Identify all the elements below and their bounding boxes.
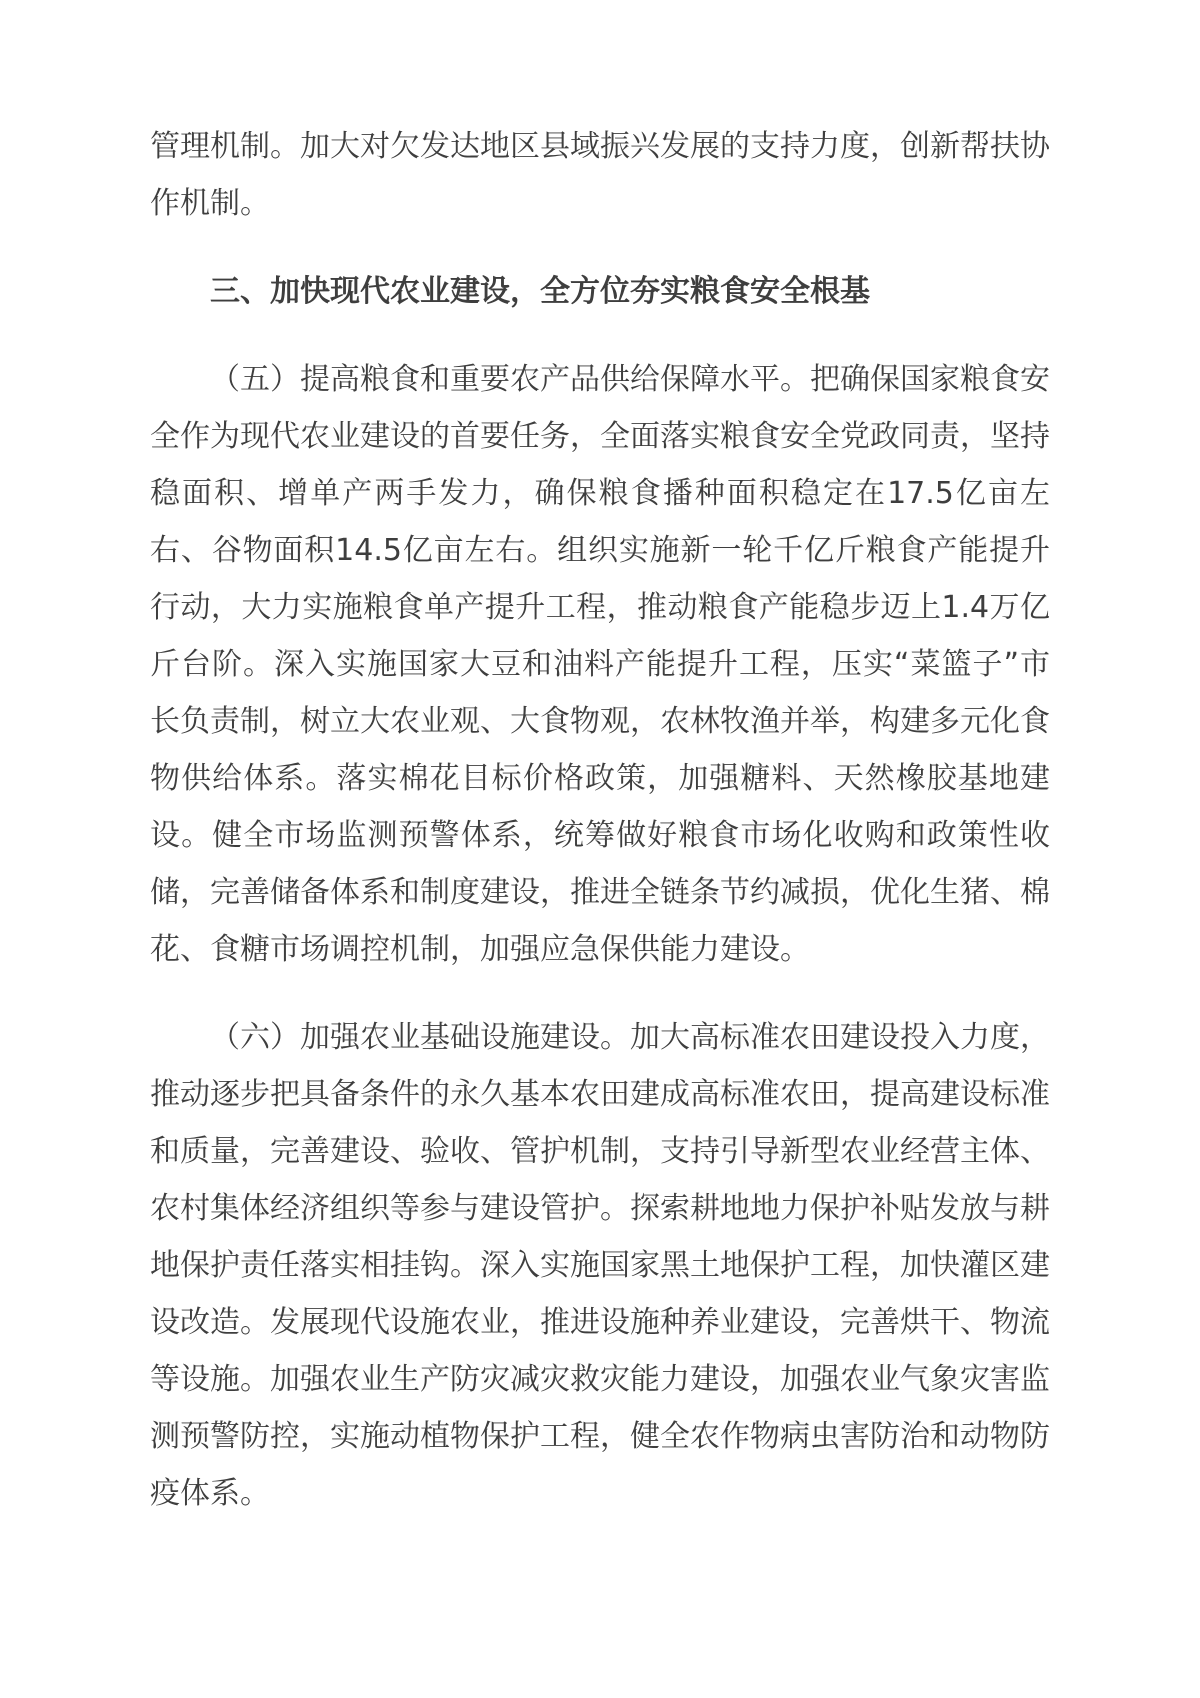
- paragraph-item-6: （六）加强农业基础设施建设。加大高标准农田建设投入力度，推动逐步把具备条件的永久基本农田建成高标准农田，提高建设标准和质量，完善建设、验收、管护机制，支持引导新型农业经营主体、农村集体经济组织等参与建设管护。探索耕地地力保护补贴发放与耕地保护责任落实相挂钩。深入实施国家黑土地保护工程，加快灌区建设改造。发展现代设施农业，推进设施种养业建设，完善烘干、物流等设施。加强农业生产防灾减灾救灾能力建设，加强农业气象灾害监测预警防控，实施动植物保护工程，健全农作物病虫害防治和动物防疫体系。: [150, 1020, 1050, 1511]
- paragraph-item-5: （五）提高粮食和重要农产品供给保障水平。把确保国家粮食安全作为现代农业建设的首要任务，全面落实粮食安全党政同责，坚持稳面积、增单产两手发力，确保粮食播种面积稳定在17.5亿亩左右、谷物面积14.5亿亩左右。组织实施新一轮千亿斤粮食产能提升行动，大力实施粮食单产提升工程，推动粮食产能稳步迈上1.4万亿斤台阶。深入实施国家大豆和油料产能提升工程，压实“菜篮子”市长负责制，树立大农业观、大食物观，农林牧渔并举，构建多元化食物供给体系。落实棉花目标价格政策，加强糖料、天然橡胶基地建设。健全市场监测预警体系，统筹做好粮食市场化收购和政策性收储，完善储备体系和制度建设，推进全链条节约减损，优化生猪、棉花、食糖市场调控机制，加强应急保供能力建设。: [150, 362, 1050, 967]
- section-heading-3: 三、加快现代农业建设，全方位夯实粮食安全根基: [210, 274, 870, 309]
- paragraph-continuation: 管理机制。加大对欠发达地区县域振兴发展的支持力度，创新帮扶协作机制。: [150, 129, 1050, 221]
